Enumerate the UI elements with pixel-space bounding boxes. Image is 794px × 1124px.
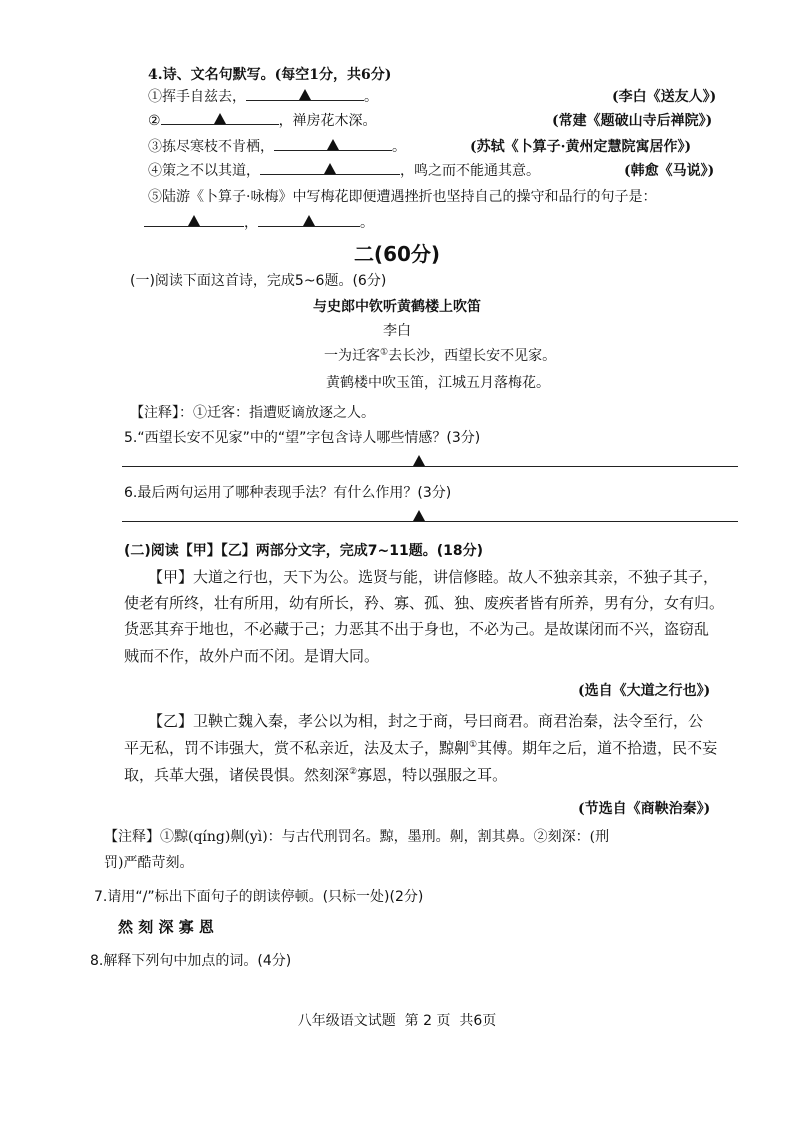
triangle-icon: [303, 215, 315, 226]
passage-yi-text: 取，兵革大强，诸侯畏惧。然刻深: [124, 766, 350, 784]
passage-yi-line: 【乙】卫鞅亡魏入秦，孝公以为相，封之于商，号曰商君。商君治秦，法令至行，公: [148, 712, 704, 730]
footnote-mark: ②: [349, 767, 358, 777]
passage-jia-line: 【甲】大道之行也，天下为公。选贤与能，讲信修睦。故人不独亲其亲，不独子其子，: [148, 568, 719, 586]
triangle-icon: [324, 163, 336, 174]
triangle-icon: [214, 113, 226, 124]
q4-line2-source: (常建《题破山寺后禅院》): [552, 113, 713, 129]
triangle-icon: [413, 455, 425, 466]
answer-line[interactable]: [122, 466, 738, 467]
q4-line5: ⑤陆游《卜算子·咏梅》中写梅花即便遭遇挫折也坚持自己的操守和品行的句子是：: [148, 189, 657, 205]
q4-line4-source: (韩愈《马说》): [624, 163, 715, 179]
answer-blank[interactable]: [161, 112, 279, 125]
poem-line-2: 黄鹤楼中吹玉笛，江城五月落梅花。: [326, 375, 550, 391]
part1-intro: (一)阅读下面这首诗，完成5~6题。(6分): [130, 273, 387, 289]
q4-line4: [148, 160, 540, 180]
poem-line-1-a: 一为迁客: [324, 348, 380, 364]
footnote-mark: ①: [380, 347, 389, 358]
poem-author: 李白: [383, 323, 411, 339]
triangle-icon: [413, 510, 425, 521]
q4-line2-post: ，禅房花木深。: [278, 113, 377, 129]
poem-title: 与史郎中钦听黄鹤楼上吹笛: [313, 299, 481, 315]
q4-line3: [148, 136, 406, 156]
question-5: 5.“西望长安不见家”中的“望”字包含诗人哪些情感？(3分): [124, 430, 481, 446]
section-heading: 二(60分): [353, 242, 441, 266]
passage-yi-text: 平无私，罚不讳强大，赏不私亲近，法及太子，黥劓: [124, 739, 470, 757]
passage-yi-line: [124, 764, 507, 785]
q4-line4-post: ，鸣之而不能通其意。: [400, 163, 540, 179]
q4-line2-pre: ②: [148, 113, 161, 129]
passage-note-line: 【注释】①黥(qíng)劓(yì)：与古代刑罚名。黥，墨刑。劓，割其鼻。②刻深：(刑: [104, 829, 610, 845]
question-8: 8.解释下列句中加点的词。(4分): [90, 953, 292, 969]
footnote-mark: ①: [469, 740, 478, 750]
poem-note: 【注释】：①迁客：指遭贬谪放逐之人。: [130, 405, 375, 421]
passage-yi-text: 其傅。期年之后，道不拾遗，民不妄: [477, 739, 718, 757]
answer-blank[interactable]: [144, 214, 244, 227]
triangle-icon: [188, 215, 200, 226]
answer-blank[interactable]: [260, 162, 400, 175]
passage-jia-line: 货恶其弃于地也，不必藏于己；力恶其不出于身也，不必为己。是故谋闭而不兴，盗窃乱: [124, 620, 710, 638]
q4-line3-source: (苏轼《卜算子·黄州定慧院寓居作》): [470, 139, 692, 155]
q4-line1: [148, 86, 378, 106]
answer-blank[interactable]: [246, 88, 364, 101]
q4-line2: [148, 110, 377, 130]
answer-blank[interactable]: [274, 138, 392, 151]
q4-line1-pre: ①挥手自兹去，: [148, 89, 246, 105]
passage-yi-line: [124, 737, 717, 758]
poem-line-1: [324, 345, 556, 365]
passage-jia-line: 贼而不作，故外户而不闭。是谓大同。: [124, 647, 380, 665]
passage-yi-text: 寡恩，特以强服之耳。: [357, 766, 508, 784]
poem-line-1-b: 去长沙，西望长安不见家。: [388, 348, 557, 364]
question-7-sentence: 然 刻 深 寡 恩: [118, 918, 214, 936]
triangle-icon: [299, 89, 311, 100]
question-6: 6.最后两句运用了哪种表现手法？有什么作用？(3分): [124, 485, 452, 501]
passage-yi-source: (节选自《商鞅治秦》): [578, 801, 711, 817]
q4-line5-answers: [144, 212, 374, 232]
part2-intro: (二)阅读【甲】【乙】两部分文字，完成7~11题。(18分): [124, 543, 484, 559]
q4-title: 4.诗、文名句默写。(每空1分，共6分): [148, 67, 392, 83]
q4-line4-pre: ④策之不以其道，: [148, 163, 260, 179]
answer-blank[interactable]: [258, 214, 360, 227]
answer-line[interactable]: [122, 521, 738, 522]
q4-line1-source: (李白《送友人》): [612, 89, 717, 105]
q4-line3-post: 。: [392, 139, 406, 155]
q4-line3-pre: ③拣尽寒枝不肯栖，: [148, 139, 274, 155]
triangle-icon: [327, 139, 339, 150]
passage-jia-line: 使老有所终，壮有所用，幼有所长，矜、寡、孤、独、废疾者皆有所养，男有分，女有归。: [124, 594, 725, 612]
q4-line5-end: 。: [360, 215, 374, 231]
passage-note-line: 罚)严酷苛刻。: [104, 855, 194, 871]
page-footer: 八年级语文试题 第 2 页 共6页: [297, 1013, 497, 1029]
question-7: 7.请用“/”标出下面句子的朗读停顿。(只标一处)(2分): [94, 889, 424, 905]
passage-jia-source: (选自《大道之行也》): [578, 683, 711, 699]
q4-line5-sep: ，: [244, 215, 258, 231]
q4-line1-post: 。: [364, 89, 378, 105]
